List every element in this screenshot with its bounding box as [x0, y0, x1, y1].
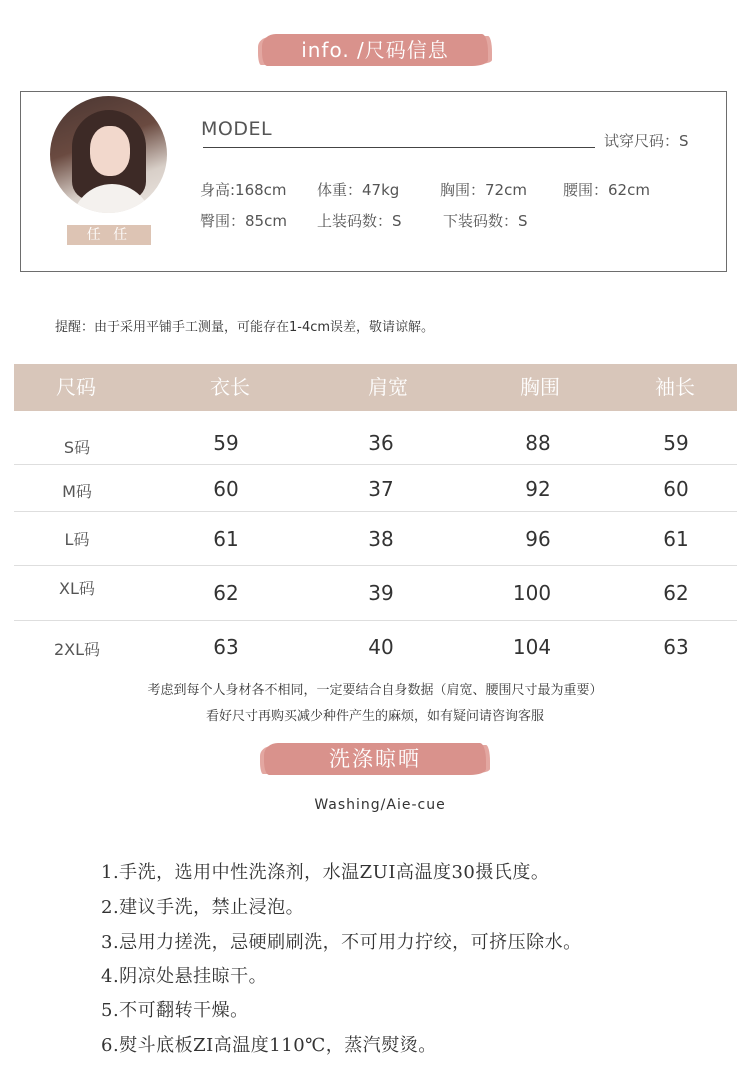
- table-cell-chest: 88: [525, 431, 551, 455]
- table-cell-chest: 96: [525, 527, 551, 551]
- stat-chest: 胸围：72cm: [440, 181, 527, 199]
- table-cell-chest: 100: [512, 581, 552, 605]
- table-cell-size: M码: [62, 482, 92, 501]
- table-cell-shoulder: 37: [368, 477, 394, 501]
- size-table-header: [14, 364, 737, 411]
- header-chest: 胸围: [520, 375, 560, 399]
- row-divider: [14, 464, 737, 465]
- table-cell-chest: 92: [525, 477, 551, 501]
- table-cell-sleeve: 60: [663, 477, 689, 501]
- table-cell-length: 60: [213, 477, 239, 501]
- row-divider: [14, 620, 737, 621]
- row-divider: [14, 511, 737, 512]
- try-size: 试穿尺码：S: [604, 132, 689, 150]
- table-cell-length: 62: [213, 581, 239, 605]
- table-cell-sleeve: 59: [663, 431, 689, 455]
- washing-item: 3.忌用力搓洗，忌硬刷刷洗，不可用力拧绞，可挤压除水。: [101, 932, 582, 953]
- table-cell-size: XL码: [59, 579, 95, 598]
- header-shoulder: 肩宽: [368, 375, 408, 399]
- size-note-1: 考虑到每个人身材各不相同，一定要结合自身数据（肩宽、腰围尺寸最为重要）: [147, 683, 603, 698]
- stat-bottom-size: 下装码数：S: [443, 212, 528, 230]
- stat-waist: 腰围：62cm: [563, 181, 650, 199]
- table-cell-size: L码: [64, 530, 90, 549]
- info-banner: info. /尺码信息: [262, 34, 488, 66]
- table-cell-length: 61: [213, 527, 239, 551]
- washing-item: 6.熨斗底板ZI高温度110℃，蒸汽熨烫。: [101, 1035, 437, 1056]
- model-label: MODEL: [201, 118, 273, 140]
- washing-item: 1.手洗，选用中性洗涤剂，水温ZUI高温度30摄氏度。: [101, 862, 550, 883]
- model-divider: [203, 147, 595, 148]
- table-cell-length: 63: [213, 635, 239, 659]
- washing-item: 2.建议手洗，禁止浸泡。: [101, 897, 305, 918]
- table-cell-shoulder: 38: [368, 527, 394, 551]
- stat-weight: 体重：47kg: [317, 181, 400, 199]
- row-divider: [14, 565, 737, 566]
- model-name: 任 任: [67, 225, 151, 245]
- table-cell-sleeve: 62: [663, 581, 689, 605]
- table-cell-sleeve: 63: [663, 635, 689, 659]
- header-length: 衣长: [210, 375, 250, 399]
- header-sleeve: 袖长: [655, 375, 695, 399]
- model-card: [20, 91, 727, 272]
- header-size: 尺码: [56, 375, 96, 399]
- stat-hip: 臀围：85cm: [200, 212, 287, 230]
- table-cell-size: S码: [63, 438, 91, 457]
- table-cell-shoulder: 39: [368, 581, 394, 605]
- measurement-notice: 提醒：由于采用平铺手工测量，可能存在1-4cm误差，敬请谅解。: [55, 320, 435, 335]
- table-cell-chest: 104: [512, 635, 552, 659]
- table-cell-size: 2XL码: [53, 640, 101, 659]
- table-cell-sleeve: 61: [663, 527, 689, 551]
- washing-banner: 洗涤晾晒: [264, 743, 486, 775]
- model-avatar: [50, 96, 167, 213]
- table-cell-length: 59: [213, 431, 239, 455]
- stat-height: 身高:168cm: [200, 181, 287, 199]
- size-note-2: 看好尺寸再购买减少种件产生的麻烦，如有疑问请咨询客服: [205, 709, 544, 724]
- table-cell-shoulder: 36: [368, 431, 394, 455]
- stat-top-size: 上装码数：S: [317, 212, 402, 230]
- table-cell-shoulder: 40: [368, 635, 394, 659]
- washing-subtitle: Washing/Aie-cue: [314, 797, 446, 813]
- washing-item: 5.不可翻转干燥。: [101, 1000, 249, 1021]
- washing-item: 4.阴凉处悬挂晾干。: [101, 966, 268, 987]
